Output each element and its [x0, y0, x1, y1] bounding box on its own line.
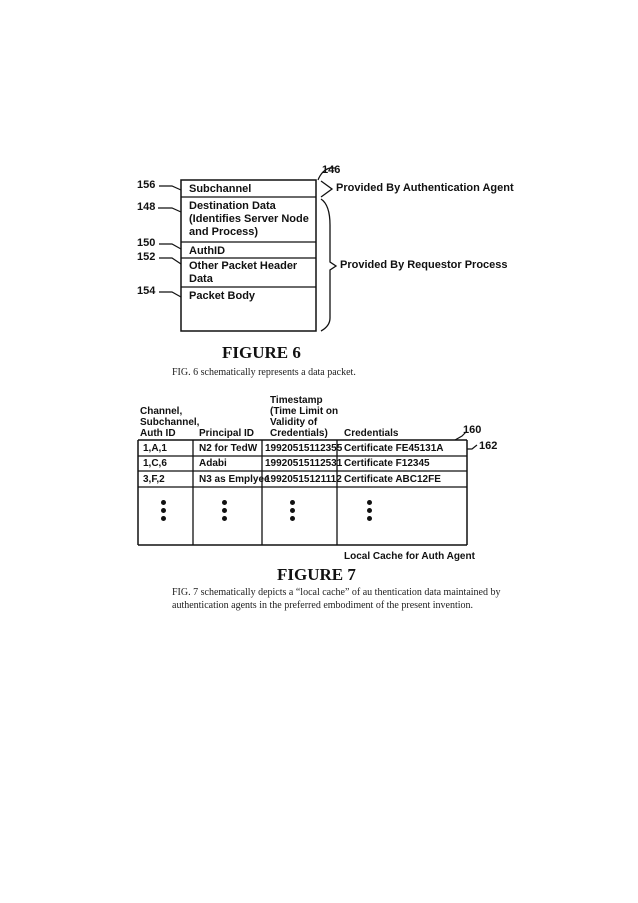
ref-150: 150: [137, 237, 156, 249]
header-credentials: Credentials: [344, 428, 399, 439]
cell-channel: 3,F,2: [143, 474, 165, 485]
ref-156: 156: [137, 179, 156, 191]
field-other-header-line2: Data: [189, 273, 213, 285]
ref-146: 146: [322, 164, 341, 176]
cell-credential: Certificate F12345: [344, 458, 430, 469]
table-label: Local Cache for Auth Agent: [344, 551, 475, 562]
ref-154: 154: [137, 285, 156, 297]
cell-timestamp: 19920515112531: [265, 458, 343, 469]
cell-credential: Certificate FE45131A: [344, 443, 444, 454]
brace-label-auth-agent: Provided By Authentication Agent: [336, 182, 514, 194]
field-packet-body: Packet Body: [189, 290, 256, 302]
field-destination-data: Destination Data: [189, 200, 276, 212]
ref-152: 152: [137, 251, 156, 263]
field-authid: AuthID: [189, 245, 226, 257]
brace-label-requestor: Provided By Requestor Process: [340, 259, 508, 271]
field-subchannel: Subchannel: [189, 183, 252, 195]
cell-channel: 1,A,1: [143, 443, 167, 454]
field-destination-line2: (Identifies Server Node: [189, 213, 309, 225]
figure-7-caption-line2: authentication agents in the preferred embodiment of the present invention.: [172, 600, 474, 611]
figure-7-title: FIGURE 7: [277, 565, 356, 584]
ref-148: 148: [137, 201, 156, 213]
figure-6-caption: FIG. 6 schematically represents a data packet.: [172, 367, 356, 378]
header-principal-id: Principal ID: [199, 428, 255, 439]
cell-credential: Certificate ABC12FE: [344, 474, 441, 485]
cell-channel: 1,C,6: [143, 458, 167, 469]
cell-principal: N2 for TedW: [199, 443, 258, 454]
ref-160: 160: [463, 424, 482, 436]
field-destination-line3: and Process): [189, 226, 259, 238]
field-other-header: Other Packet Header: [189, 260, 298, 272]
header-channel: Channel, Subchannel, Auth ID: [140, 406, 200, 439]
cell-timestamp: 19920515112355: [265, 443, 343, 454]
header-timestamp: Timestamp (Time Limit on Validity of Credentials): [270, 395, 339, 439]
ref-162: 162: [479, 440, 498, 452]
cell-principal: Adabi: [199, 458, 227, 469]
figure-7-caption-line1: FIG. 7 schematically depicts a “local cache” of au thentication data maintained by: [172, 587, 501, 598]
figure-6-title: FIGURE 6: [222, 343, 301, 362]
cell-timestamp: 19920515121112: [265, 474, 342, 485]
cell-principal: N3 as Emplyee: [199, 474, 270, 485]
